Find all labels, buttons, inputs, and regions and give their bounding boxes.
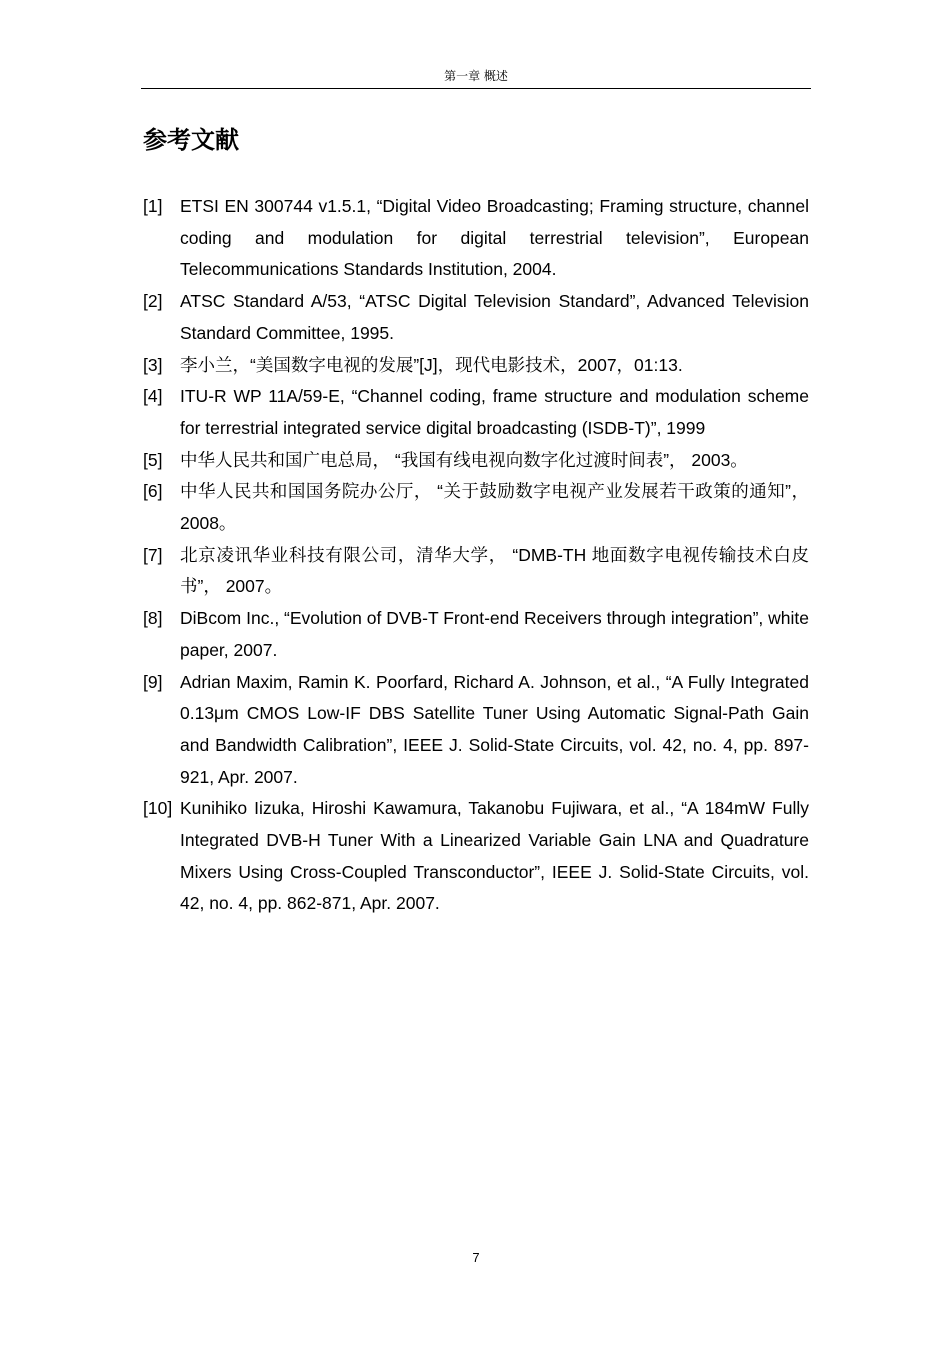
- reference-item: [143, 603, 809, 666]
- running-header: 第一章 概述: [444, 69, 508, 83]
- reference-text: Kunihiko Iizuka, Hiroshi Kawamura, Takanobu Fujiwara, et al., “A 184mW Fully Integrated DVB-H Tuner With a Linearized Variable Gain LNA and Quadrature Mixers Using Cross-Coupled Transconductor”, IEEE J. Solid-State Circuits, vol. 42, no. 4, pp. 862-871, Apr. 2007.: [180, 798, 809, 914]
- reference-number: [2]: [143, 291, 163, 312]
- reference-number: [1]: [143, 196, 163, 216]
- reference-number: [9]: [143, 671, 163, 692]
- reference-number: [5]: [143, 449, 163, 470]
- reference-item: [143, 286, 809, 349]
- header-rule: [141, 88, 811, 89]
- reference-list: [143, 191, 809, 920]
- reference-number: [8]: [143, 608, 163, 629]
- reference-item: [143, 381, 809, 444]
- reference-number: [3]: [143, 354, 163, 375]
- reference-item: [143, 445, 809, 477]
- reference-text: ETSI EN 300744 v1.5.1, “Digital Video Broadcasting; Framing structure, channel coding and modulation for digital terrestrial television”, European Telecommunications Standards Institution, 2004.: [180, 196, 809, 280]
- reference-item: [143, 793, 809, 920]
- reference-text: DiBcom Inc., “Evolution of DVB-T Front-end Receivers through integration”, white paper, 2007.: [180, 608, 809, 660]
- reference-number: [6]: [143, 481, 163, 502]
- reference-text: 李小兰，“美国数字电视的发展”[J]，现代电影技术，2007，01:13.: [180, 354, 683, 375]
- reference-text: Adrian Maxim, Ramin K. Poorfard, Richard A. Johnson, et al., “A Fully Integrated 0.13μm CMOS Low-IF DBS Satellite Tuner Using Automatic Signal-Path Gain and Bandwidth Calibration”, IEEE J. Solid-State Circuits, vol. 42, no. 4, pp. 897-921, Apr. 2007.: [180, 671, 809, 787]
- reference-text: ATSC Standard A/53, “ATSC Digital Television Standard”, Advanced Television Standard Committee, 1995.: [180, 291, 809, 343]
- reference-number: [4]: [143, 386, 163, 407]
- reference-number: [10]: [143, 798, 173, 819]
- reference-number: [7]: [143, 544, 163, 565]
- reference-text: 中华人民共和国国务院办公厅， “关于鼓励数字电视产业发展若干政策的通知”， 2008。: [180, 481, 809, 534]
- reference-text: ITU-R WP 11A/59-E, “Channel coding, frame structure and modulation scheme for terrestrial integrated service digital broadcasting (ISDB-T)”, 1999: [180, 386, 809, 438]
- reference-item: [143, 540, 809, 603]
- reference-item: [143, 350, 809, 382]
- section-title: 参考文献: [143, 126, 239, 154]
- reference-item: [143, 476, 809, 539]
- reference-item: [143, 191, 809, 286]
- reference-text: 北京凌讯华业科技有限公司，清华大学， “DMB-TH 地面数字电视传输技术白皮书”， 2007。: [180, 544, 809, 597]
- reference-text: 中华人民共和国广电总局， “我国有线电视向数字化过渡时间表”， 2003。: [180, 449, 748, 470]
- page-number: 7: [472, 1250, 480, 1265]
- reference-item: [143, 667, 809, 794]
